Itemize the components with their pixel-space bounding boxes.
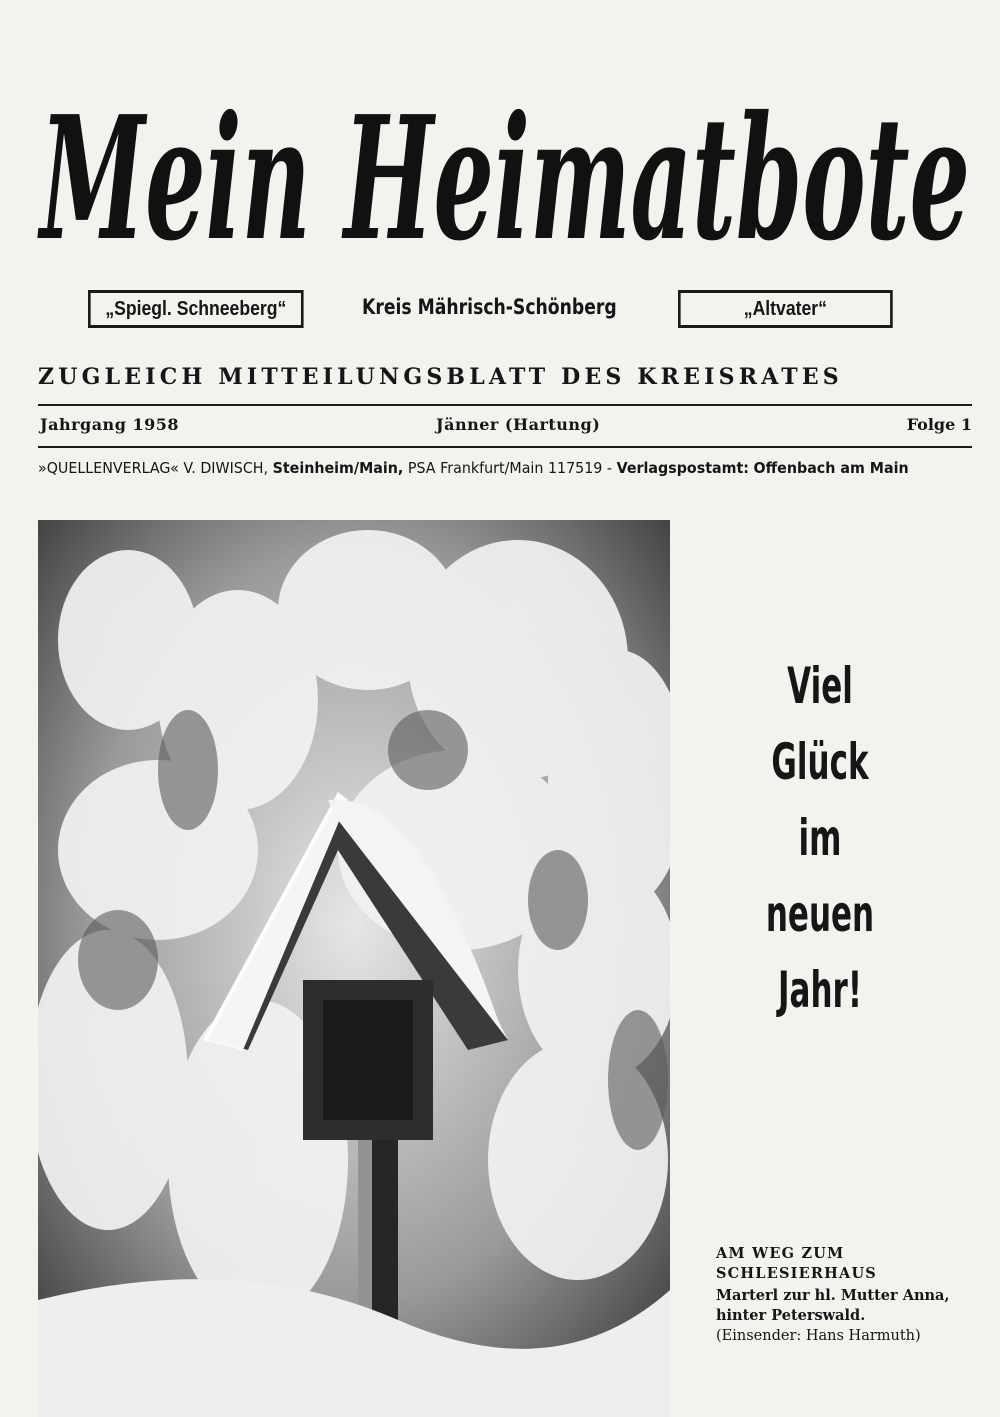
publisher-postamt-label: Verlagspostamt: bbox=[616, 459, 749, 477]
publisher-psa: PSA Frankfurt/Main 117519 bbox=[407, 459, 603, 477]
caption-body-line: hinter Peterswald. bbox=[716, 1307, 866, 1324]
issue-month: Jänner (Hartung) bbox=[436, 415, 601, 434]
caption-body-line: Marterl zur hl. Mutter Anna, bbox=[716, 1287, 950, 1304]
greeting-line: Glück bbox=[771, 733, 869, 791]
region-box-schneeberg-label: „Spiegl. Schneeberg“ bbox=[105, 297, 287, 320]
region-box-altvater-label: „Altvater“ bbox=[743, 297, 827, 320]
issue-info-row bbox=[38, 415, 972, 439]
publisher-name: »QUELLENVERLAG« V. DIWISCH, bbox=[38, 459, 269, 477]
greeting-line: im bbox=[798, 809, 842, 867]
district-name: Kreis Mährisch-Schönberg bbox=[362, 295, 617, 319]
divider-top bbox=[38, 404, 972, 406]
new-year-greeting bbox=[700, 648, 940, 1028]
masthead-title bbox=[30, 38, 980, 288]
publisher-postamt: Offenbach am Main bbox=[753, 459, 909, 477]
greeting-line: Jahr! bbox=[778, 961, 862, 1019]
masthead-title-text: Mein Heimatbote bbox=[37, 79, 971, 279]
region-box-schneeberg bbox=[88, 290, 304, 328]
publisher-separator: - bbox=[606, 459, 613, 477]
subtitle: ZUGLEICH MITTEILUNGSBLATT DES KREISRATES bbox=[38, 364, 843, 390]
region-box-altvater bbox=[678, 290, 893, 328]
divider-bottom bbox=[38, 446, 972, 448]
greeting-line: neuen bbox=[765, 885, 875, 943]
cover-photo bbox=[38, 520, 670, 1417]
caption-title-line: SCHLESIERHAUS bbox=[716, 1265, 877, 1282]
greeting-line: Viel bbox=[787, 657, 853, 715]
photo-caption bbox=[716, 1244, 986, 1346]
publisher-location: Steinheim/Main, bbox=[272, 459, 404, 477]
issue-number: Folge 1 bbox=[906, 415, 972, 434]
caption-credit: (Einsender: Hans Harmuth) bbox=[716, 1328, 921, 1344]
publisher-line bbox=[38, 459, 925, 477]
caption-title-line: AM WEG ZUM bbox=[716, 1245, 845, 1262]
issue-year: Jahrgang 1958 bbox=[40, 415, 179, 434]
